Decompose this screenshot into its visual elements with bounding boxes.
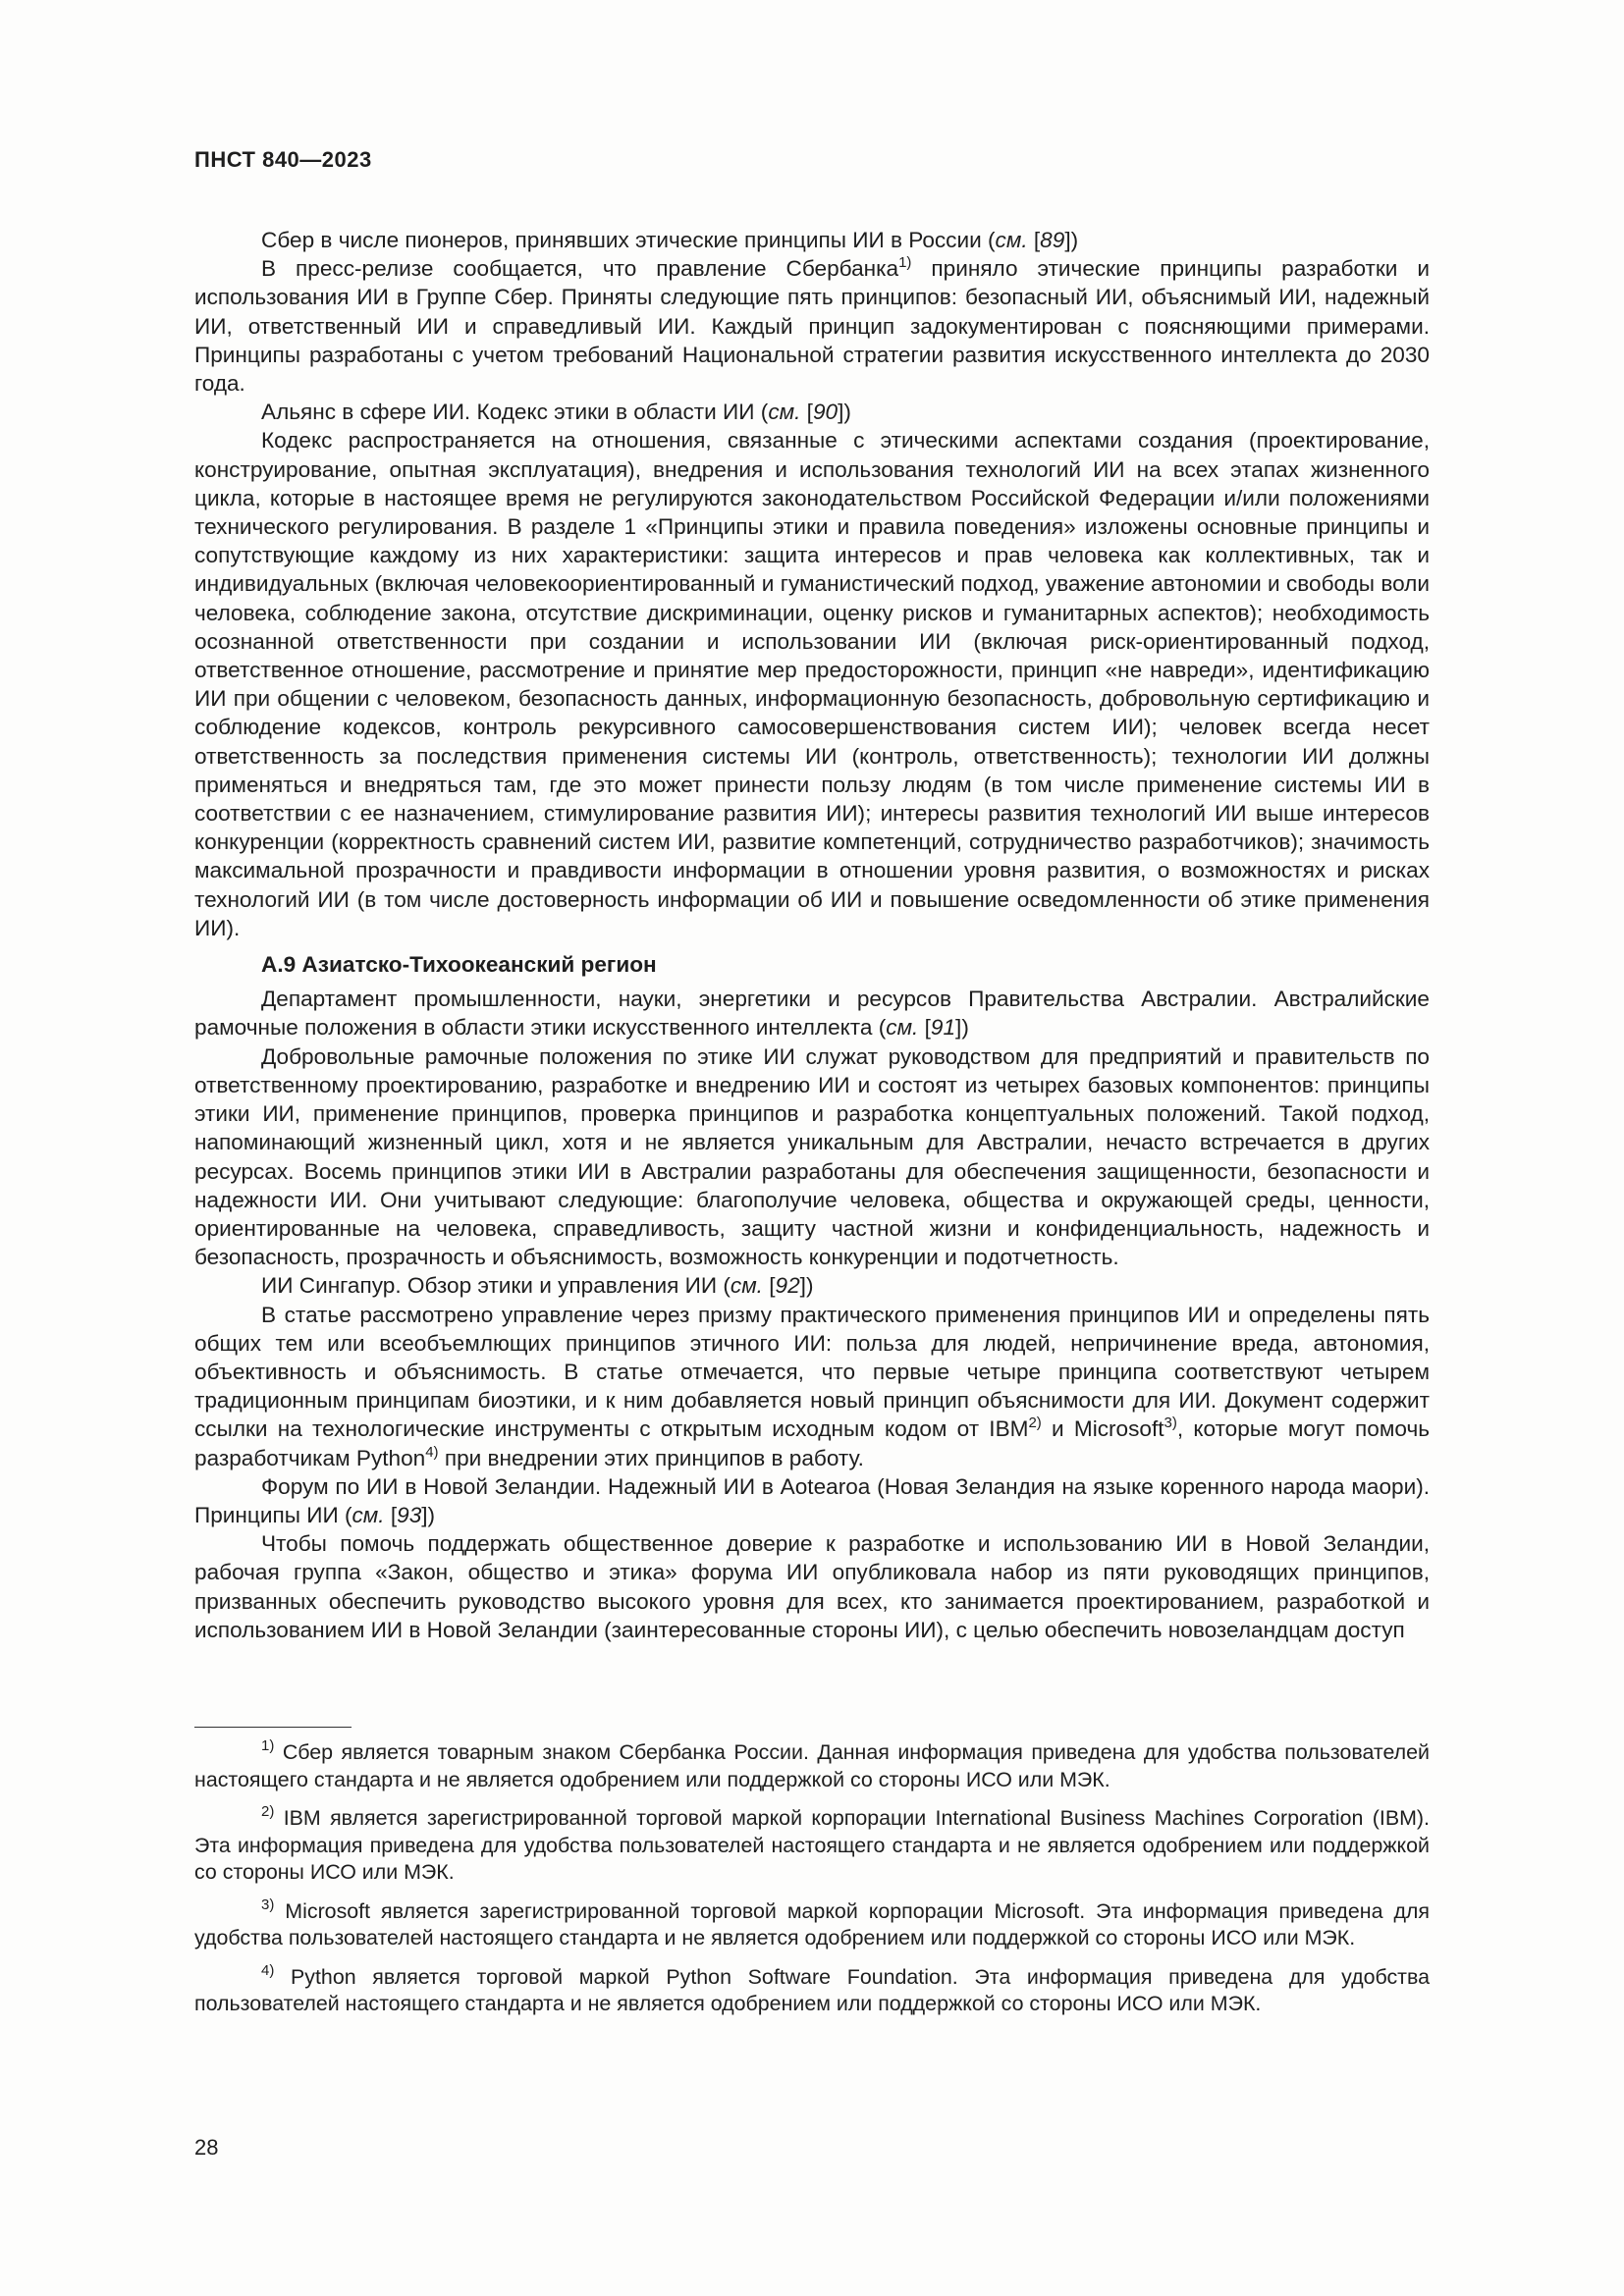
footnote <box>194 1739 1430 1793</box>
body-paragraph <box>194 254 1430 398</box>
footnote-marker: 3) <box>1164 1415 1177 1432</box>
reference-text: см. <box>995 228 1028 252</box>
body-paragraph <box>194 1271 1430 1300</box>
reference-text: 91 <box>930 1015 956 1041</box>
text-run: ]) <box>955 1015 969 1041</box>
footnote-marker: 1) <box>261 1737 275 1754</box>
text-run: В статье рассмотрено управление через призму практического применения принципов ИИ и определены пять общих тем или всеобъемлющих принципов этичного ИИ: польза для людей, непричинение вреда, автономия, объективность и объяснимость. В статье отмечается, что первые четыре принципа соответствуют четырем традиционным принципам биоэтики, и к ним добавляется новый принцип объяснимости для ИИ. Документ содержит ссылки на технологические инструменты с открытым исходным кодом от IBM <box>194 1302 1430 1442</box>
text-run: Microsoft является зарегистрированной торговой маркой корпорации Microsoft. Эта информация приведена для удобства пользователей настоящего стандарта и не является одобрением или поддержкой со стороны ИСО или МЭК. <box>194 1898 1430 1949</box>
text-run: приняло этические принципы разработки и использования ИИ в Группе Сбер. Приняты следующие пять принципов: безопасный ИИ, объяснимый ИИ, надежный ИИ, ответственный ИИ и справедливый ИИ. Каждый принцип задокументирован с поясняющими примерами. Принципы разработаны с учетом требований Национальной стратегии развития искусственного интеллекта до 2030 года. <box>194 256 1431 397</box>
text-run: [ <box>762 1273 776 1299</box>
body-paragraph <box>194 426 1430 942</box>
text-run: Добровольные рамочные положения по этике ИИ служат руководством для предприятий и правительств по ответственному проектированию, разработке и внедрению ИИ и состоят из четырех базовых компонентов: принципы этики ИИ, применение принципов, проверка принципов и разработка концептуальных положений. Такой подход, напоминающий жизненный цикл, хотя и не является уникальным для Австралии, нечасто встречается в других ресурсах. Восемь принципов этики ИИ в Австралии разработаны для обеспечения защищенности, безопасности и надежности ИИ. Они учитывают следующие: благополучие человека, общества и окружающей среды, ценности, ориентированные на человека, справедливость, защиту частной жизни и конфиденциальность, надежность и безопасность, прозрачность и объяснимость, возможность конкуренции и подотчетность. <box>194 1043 1430 1270</box>
text-run: ИИ Сингапур. Обзор этики и управления ИИ ( <box>261 1273 731 1299</box>
footnote-separator <box>194 1727 352 1728</box>
footnote-marker: 3) <box>261 1896 275 1913</box>
text-run: Департамент промышленности, науки, энергетики и ресурсов Правительства Австралии. Австралийские рамочные положения в области этики искусственного интеллекта ( <box>194 987 1430 1041</box>
body-paragraph <box>194 1472 1430 1529</box>
text-run: при внедрении этих принципов в работу. <box>438 1445 864 1470</box>
footnote <box>194 1961 1430 2018</box>
body-paragraph <box>194 226 1430 254</box>
reference-text: 92 <box>775 1273 800 1299</box>
text-run: А.9 Азиатско-Тихоокеанский регион <box>261 952 657 978</box>
body-paragraph <box>194 1529 1430 1644</box>
reference-text: 89 <box>1040 228 1065 252</box>
text-run: Альянс в сфере ИИ. Кодекс этики в области ИИ ( <box>261 400 769 425</box>
text-run: Кодекс распространяется на отношения, связанные с этическими аспектами создания (проектирование, конструирование, опытная эксплуатация), внедрения и использования технологий ИИ на всех этапах жизненного цикла, которые в настоящее время не регулируются законодательством Российской Федерации и/или положениями технического регулирования. В разделе 1 «Принципы этики и правила поведения» изложены основные принципы и сопутствующие каждому из них характеристики: защита интересов и прав человека как коллективных, так и индивидуальных (включая человекоориентированный и гуманистический подход, уважение автономии и свободы воли человека, соблюдение закона, отсутствие дискриминации, оценку рисков и гуманитарных аспектов); необходимость осознанной ответственности при создании и использовании ИИ (включая риск-ориентированный подход, ответственное отношение, рассмотрение и принятие мер предосторожности, принцип «не навреди», идентификацию ИИ при общении с человеком, безопасность данных, информационную безопасность, добровольную сертификацию и соблюдение кодексов, контроль рекурсивного самосовершенствования систем ИИ); человек всегда несет ответственность за последствия применения системы ИИ (контроль, ответственность); технологии ИИ должны применяться и внедряться там, где это может принести пользу людям (в том числе применение системы ИИ в соответствии с ее назначением, стимулирование развития ИИ); интересы развития технологий ИИ выше интересов конкуренции (корректность сравнений систем ИИ, развитие компетенций, сотрудничество разработчиков); значимость максимальной прозрачности и правдивости информации в отношении уровня развития, о возможностях и рисках технологий ИИ (в том числе достоверность информации об ИИ и повышение осведомленности об этике применения ИИ). <box>194 428 1430 940</box>
text-run: Форум по ИИ в Новой Зеландии. Надежный ИИ в Aotearoa (Новая Зеландия на языке коренного народа маори). Принципы ИИ ( <box>194 1473 1430 1527</box>
text-run: В пресс-релизе сообщается, что правление Сбербанка <box>261 256 899 282</box>
body-text <box>194 226 1430 1644</box>
reference-text: 93 <box>397 1502 422 1527</box>
text-run: [ <box>1027 228 1041 252</box>
footnote-marker: 1) <box>898 254 912 272</box>
reference-text: см. <box>886 1015 919 1041</box>
body-paragraph <box>194 398 1430 426</box>
footnote-marker: 4) <box>425 1443 439 1461</box>
body-paragraph <box>194 1042 1430 1272</box>
reference-text: 90 <box>812 400 839 425</box>
text-run: ]) <box>838 400 851 425</box>
text-run: Чтобы помочь поддержать общественное доверие к разработке и использованию ИИ в Новой Зеландии, рабочая группа «Закон, общество и этика» форума ИИ опубликовала набор из пяти руководящих принципов, призванных обеспечить руководство высокого уровня для всех, кто занимается проектированием, разработкой и использованием ИИ в Новой Зеландии (заинтересованные стороны ИИ), с целью обеспечить новозеландцам доступ <box>194 1531 1430 1642</box>
section-heading <box>194 950 1430 979</box>
text-run: ]) <box>421 1502 436 1527</box>
body-paragraph <box>194 985 1430 1041</box>
text-run: [ <box>384 1502 398 1527</box>
footnote-marker: 4) <box>261 1961 275 1979</box>
text-run: [ <box>800 400 813 425</box>
text-run: [ <box>918 1015 931 1041</box>
footnote-marker: 2) <box>261 1803 275 1820</box>
text-run: ]) <box>1064 228 1079 252</box>
reference-text: см. <box>352 1502 385 1527</box>
document-id: ПНСТ 840—2023 <box>194 147 372 172</box>
text-run: Сбер является товарным знаком Сбербанка России. Данная информация приведена для удобства пользователей настоящего стандарта и не является одобрением или поддержкой со стороны ИСО или МЭК. <box>194 1740 1430 1791</box>
reference-text: см. <box>730 1273 763 1299</box>
text-run: , которые могут помочь разработчикам Python <box>194 1416 1430 1470</box>
footnotes <box>194 1739 1430 2030</box>
footnote <box>194 1898 1430 1952</box>
footnote-marker: 2) <box>1028 1415 1042 1432</box>
footnote <box>194 1805 1430 1887</box>
reference-text: см. <box>768 400 801 425</box>
page-number: 28 <box>194 2135 219 2160</box>
text-run: и Microsoft <box>1041 1416 1164 1442</box>
text-run: Python является торговой маркой Python Software Foundation. Эта информация приведена для удобства пользователей настоящего стандарта и не является одобрением или поддержкой со стороны ИСО или МЭК. <box>194 1964 1430 2015</box>
text-run: IBM является зарегистрированной торговой маркой корпорации International Business Machines Corporation (IBM). Эта информация приведена для удобства пользователей настоящего стандарта и не является одобрением или поддержкой со стороны ИСО или МЭК. <box>194 1806 1430 1884</box>
body-paragraph <box>194 1301 1430 1472</box>
text-run: ]) <box>799 1273 814 1299</box>
text-run: Сбер в числе пионеров, принявших этические принципы ИИ в России ( <box>261 228 996 252</box>
